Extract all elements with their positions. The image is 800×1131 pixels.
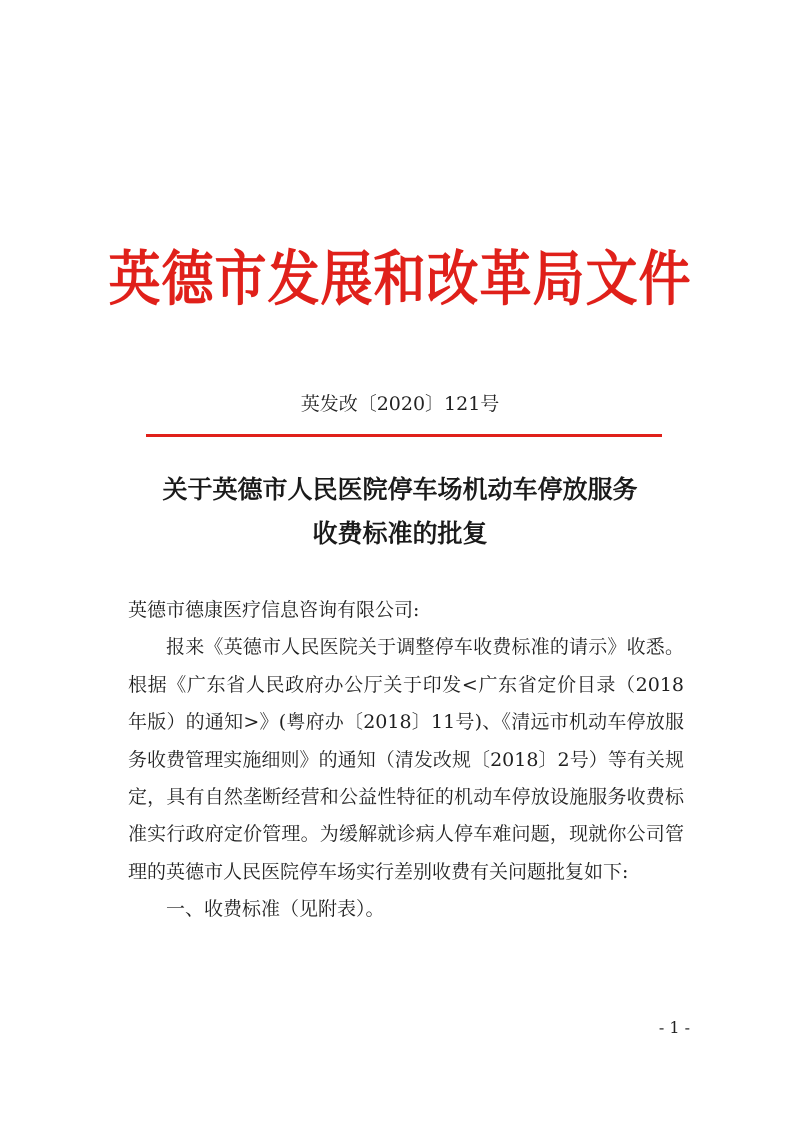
document-body xyxy=(128,592,684,929)
red-divider-line xyxy=(146,434,662,437)
body-paragraph: 报来《英德市人民医院关于调整停车收费标准的请示》收悉。根据《广东省人民政府办公厅关于印发<广东省定价目录（2018年版）的通知>》(粤府办〔2018〕11号)、《清远市机动车停放服务收费管理实施细则》的通知（清发改规〔2018〕2号）等有关规定，具有自然垄断经营和公益性特征的机动车停放设施服务收费标准实行政府定价管理。为缓解就诊病人停车难问题，现就你公司管理的英德市人民医院停车场实行差别收费有关问题批复如下: xyxy=(128,636,684,883)
title-line-1: 关于英德市人民医院停车场机动车停放服务 xyxy=(162,475,638,504)
org-header-title: 英德市发展和改革局文件 xyxy=(108,244,692,315)
document-title xyxy=(100,468,700,556)
list-item-1: 一、收费标准（见附表）。 xyxy=(166,898,385,921)
page-number: - 1 - xyxy=(658,1018,690,1037)
document-number: 英发改〔2020〕121号 xyxy=(300,393,500,415)
addressee: 英德市德康医疗信息咨询有限公司: xyxy=(128,599,420,621)
title-line-2: 收费标准的批复 xyxy=(312,519,488,548)
